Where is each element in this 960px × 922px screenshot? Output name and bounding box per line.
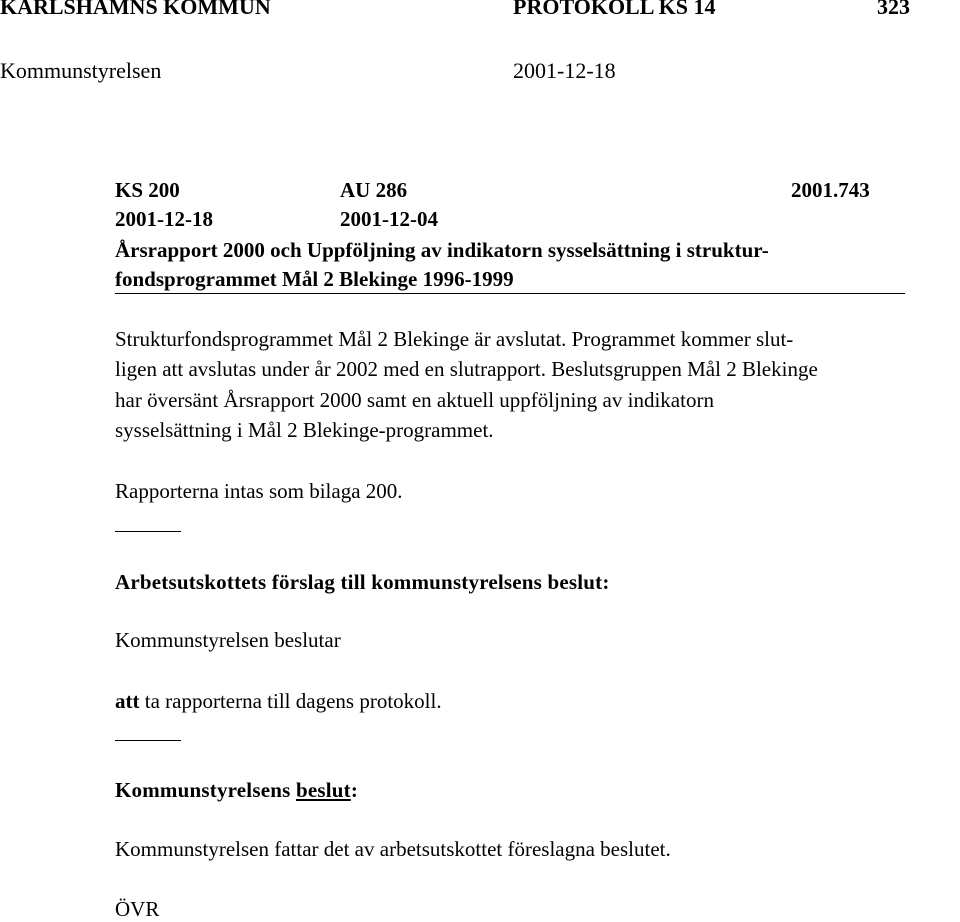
ks-date: 2001-12-18 xyxy=(115,207,213,231)
ks-decision-text: Kommunstyrelsen fattar det av arbetsutskottet föreslagna beslutet. xyxy=(115,837,671,861)
paragraph-1-line-1: Strukturfondsprogrammet Mål 2 Blekinge är avslutat. Programmet kommer slut- xyxy=(115,327,794,351)
att-clause xyxy=(115,689,442,714)
case-reference: 2001.743 xyxy=(791,178,870,202)
paragraph-1-line-2: ligen att avslutas under år 2002 med en slutrapport. Beslutsgruppen Mål 2 Blekinge xyxy=(115,357,818,381)
page-number: 323 xyxy=(877,0,910,19)
att-text: ta rapporterna till dagens protokoll. xyxy=(144,689,442,713)
au-label: AU 286 xyxy=(340,178,408,202)
committee-name: Kommunstyrelsen xyxy=(0,58,162,83)
title-underline xyxy=(115,293,905,294)
ks-decision-heading: Kommunstyrelsens beslut: xyxy=(115,778,359,802)
protocol-date: 2001-12-18 xyxy=(513,58,616,83)
protocol-title: PROTOKOLL KS 14 xyxy=(513,0,716,19)
ks-decides-text: Kommunstyrelsen beslutar xyxy=(115,628,341,652)
separator-line-2 xyxy=(115,740,181,741)
paragraph-1-line-4: sysselsättning i Mål 2 Blekinge-programmet. xyxy=(115,418,494,442)
au-date: 2001-12-04 xyxy=(340,207,438,231)
case-title-line-2: fondsprogrammet Mål 2 Blekinge 1996-1999 xyxy=(115,267,514,291)
municipality-name: KARLSHAMNS KOMMUN xyxy=(0,0,271,19)
separator-line xyxy=(115,531,181,532)
distribution-mark: ÖVR xyxy=(115,897,160,921)
au-proposal-heading: Arbetsutskottets förslag till kommunstyrelsens beslut: xyxy=(115,570,610,594)
case-title-line-1: Årsrapport 2000 och Uppföljning av indikatorn sysselsättning i struktur- xyxy=(115,238,769,262)
paragraph-1-line-3: har översänt Årsrapport 2000 samt en aktuell uppföljning av indikatorn xyxy=(115,388,714,412)
attachment-note: Rapporterna intas som bilaga 200. xyxy=(115,479,403,503)
ks-label: KS 200 xyxy=(115,178,180,202)
att-keyword: att xyxy=(115,689,140,713)
